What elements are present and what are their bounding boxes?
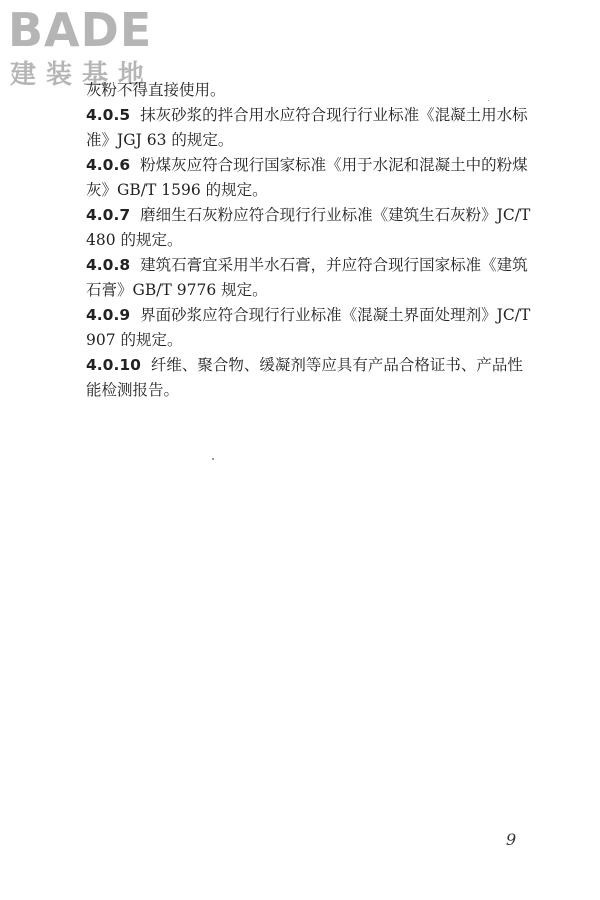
clause-4-0-9 xyxy=(86,303,531,353)
clause-text: 粉煤灰应符合现行国家标准《用于水泥和混凝土中的粉煤灰》GB/T 1596 的规定。 xyxy=(86,156,528,199)
clause-number: 4.0.10 xyxy=(86,356,141,374)
clause-4-0-5 xyxy=(86,103,531,153)
watermark-subtitle: 建装基地 xyxy=(10,60,155,90)
clause-number: 4.0.5 xyxy=(86,106,131,124)
clause-4-0-7 xyxy=(86,203,531,253)
clause-text: 建筑石膏宜采用半水石膏，并应符合现行国家标准《建筑石膏》GB/T 9776 规定。 xyxy=(86,256,528,299)
clause-number: 4.0.8 xyxy=(86,256,131,274)
continued-text: 灰粉不得直接使用。 xyxy=(86,81,226,99)
clause-4-0-6 xyxy=(86,153,531,203)
clause-text: 界面砂浆应符合现行行业标准《混凝土界面处理剂》JC/T 907 的规定。 xyxy=(86,306,531,349)
page-number: 9 xyxy=(506,830,517,849)
clause-text: 抹灰砂浆的拌合用水应符合现行行业标准《混凝土用水标准》JGJ 63 的规定。 xyxy=(86,106,528,149)
scan-speck xyxy=(488,100,489,101)
clause-number: 4.0.9 xyxy=(86,306,131,324)
document-body xyxy=(86,78,531,403)
clause-number: 4.0.7 xyxy=(86,206,131,224)
clause-text: 磨细生石灰粉应符合现行行业标准《建筑生石灰粉》JC/T 480 的规定。 xyxy=(86,206,531,249)
clause-4-0-10 xyxy=(86,353,531,403)
clause-4-0-8 xyxy=(86,253,531,303)
clause-text: 纤维、聚合物、缓凝剂等应具有产品合格证书、产品性能检测报告。 xyxy=(86,356,523,399)
scan-speck xyxy=(212,458,214,460)
clause-number: 4.0.6 xyxy=(86,156,131,174)
watermark-brand: BADE xyxy=(8,3,153,57)
